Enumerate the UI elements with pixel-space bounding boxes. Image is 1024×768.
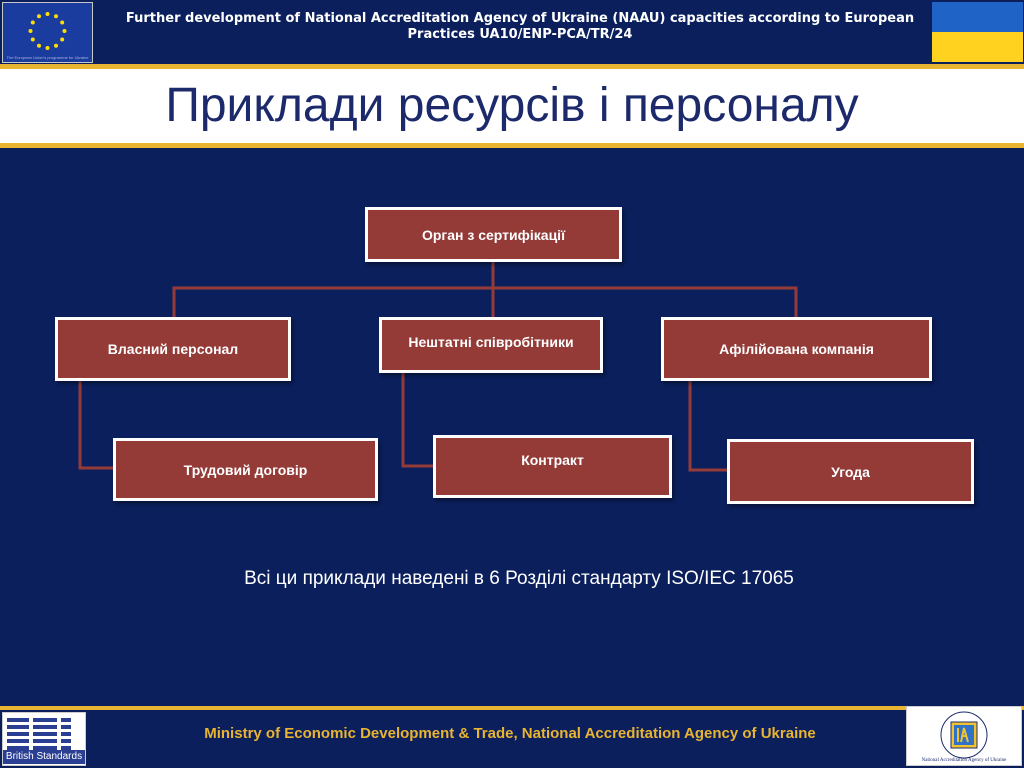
org-node-employment-contract: Трудовий договір: [113, 438, 378, 501]
naau-caption: National Accreditation Agency of Ukraine: [921, 758, 1007, 763]
eu-flag-caption: The European Union's programme for Ukraine: [6, 55, 89, 60]
footer-text: Ministry of Economic Development & Trade, National Accreditation Agency of Ukraine: [204, 725, 816, 742]
standard-reference-note: Всі ци приклади наведені в 6 Розділі стандарту ISO/IEC 17065: [244, 568, 794, 589]
org-node-own-staff: Власний персонал: [55, 317, 291, 381]
ukraine-flag-icon: [932, 2, 1023, 62]
org-chart: [0, 148, 1024, 708]
header-project-title: Further development of National Accreditation Agency of Ukraine (NAAU) capacities according to European Practices UA10/ENP-PCA/TR/24: [125, 11, 915, 42]
org-node-freelance-staff: Нештатні співробітники: [379, 317, 603, 373]
bsi-caption: British Standards: [3, 750, 85, 764]
naau-logo-icon: [906, 706, 1022, 766]
org-node-root: Орган з сертифікації: [365, 207, 622, 262]
org-node-affiliated-company: Афілійована компанія: [661, 317, 932, 381]
title-band: [0, 69, 1024, 143]
bsi-logo-icon: [2, 712, 86, 766]
slide-title: Приклади ресурсів і персоналу: [165, 79, 859, 132]
header: [0, 0, 1024, 64]
footer-divider: [0, 706, 1024, 710]
org-node-contract: Контракт: [433, 435, 672, 498]
eu-flag-icon: [2, 2, 93, 63]
org-node-agreement: Угода: [727, 439, 974, 504]
